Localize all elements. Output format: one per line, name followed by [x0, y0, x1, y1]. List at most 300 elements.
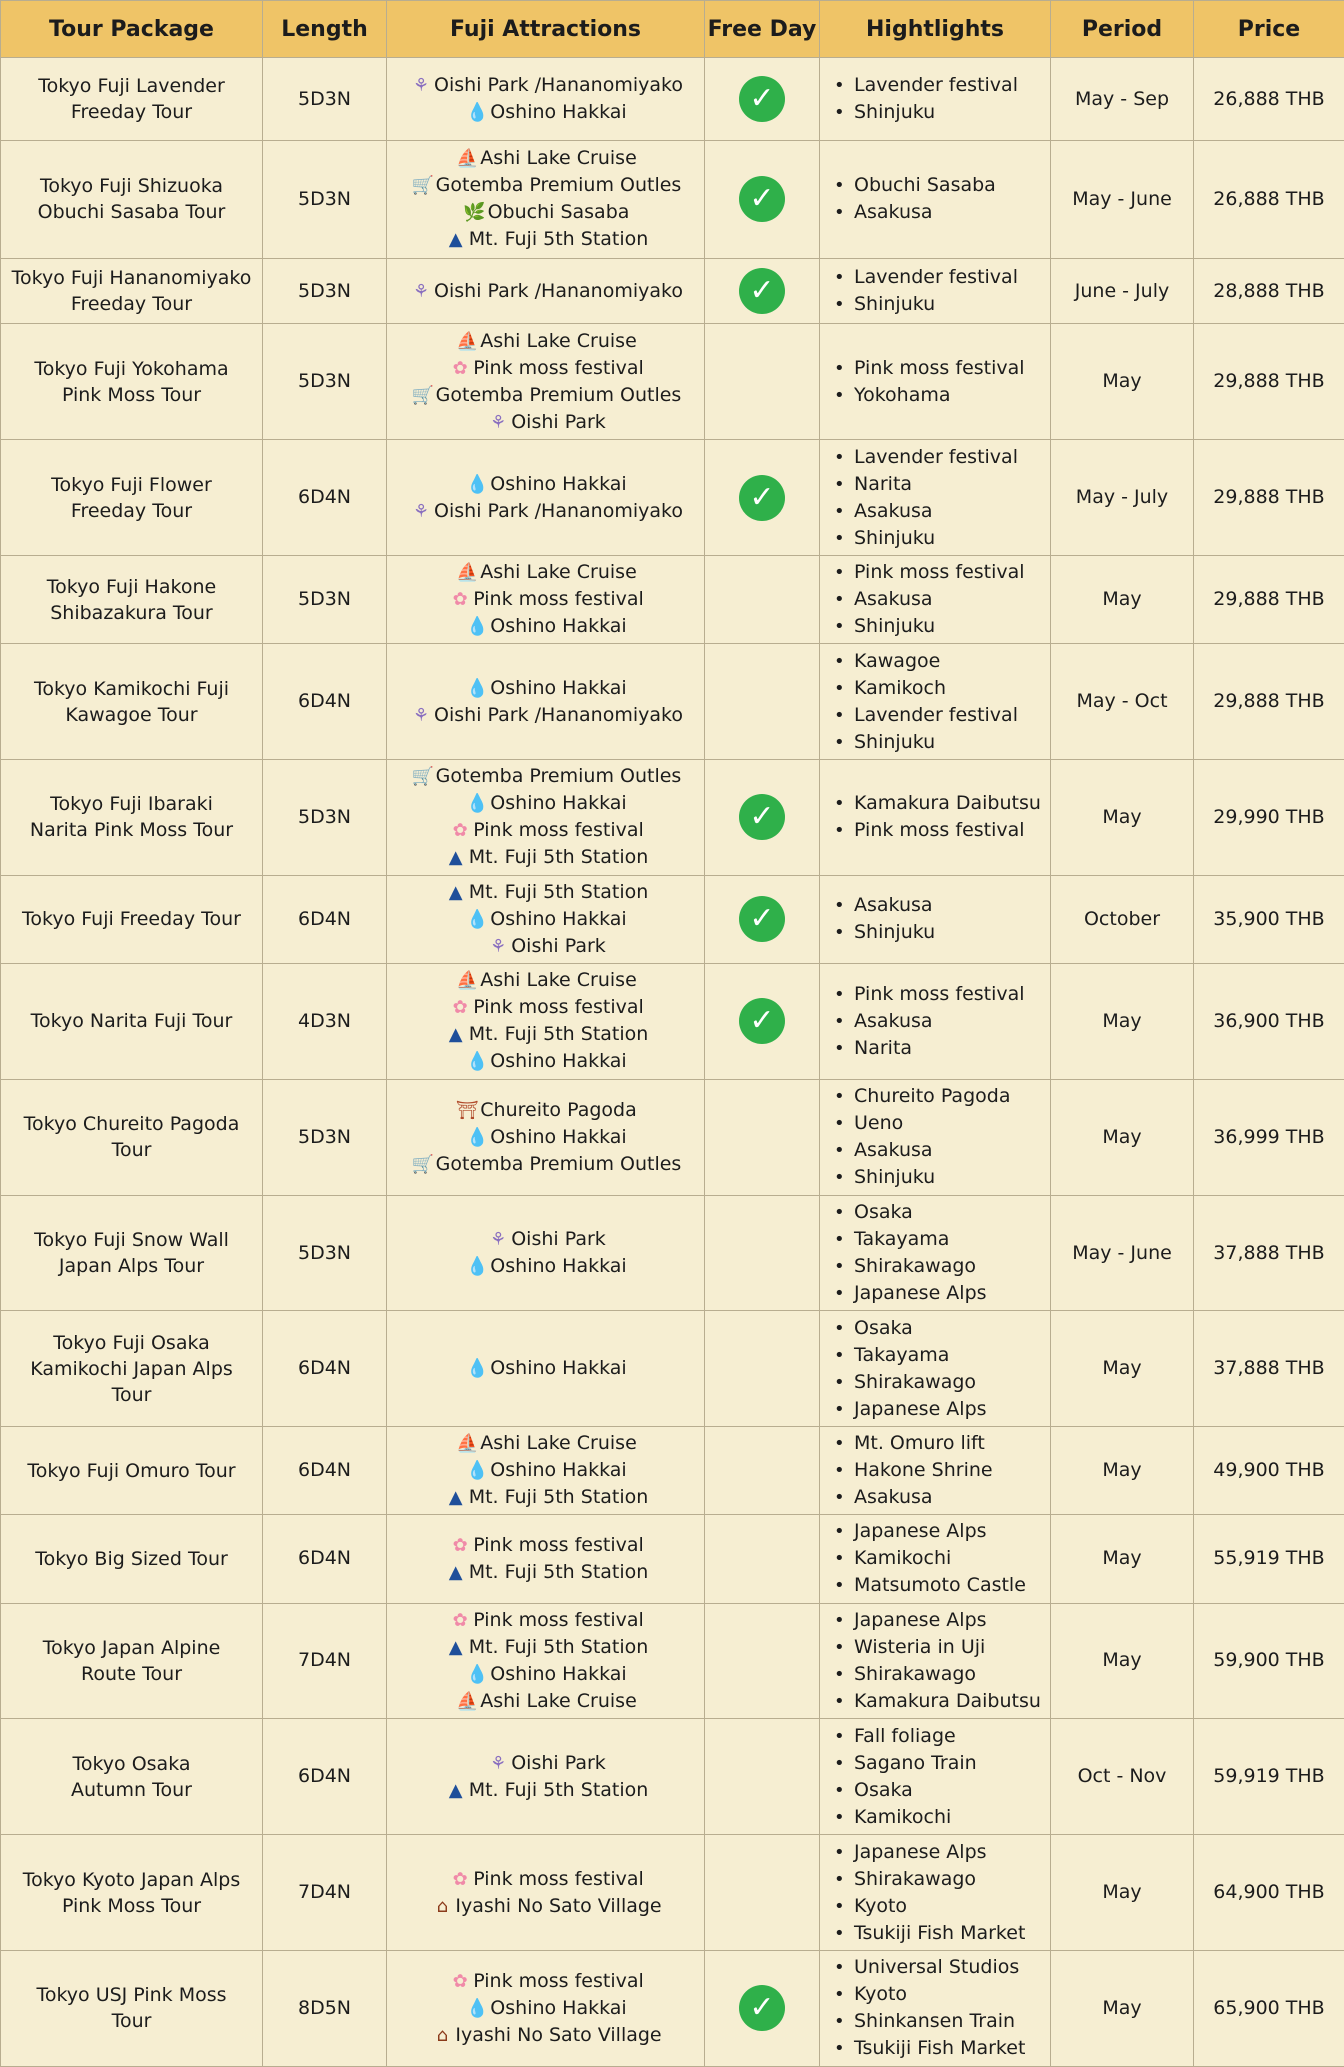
period-cell: May - Sep	[1051, 58, 1194, 141]
fuji-attractions-cell	[387, 1515, 705, 1603]
header-length: Length	[263, 1, 387, 58]
attraction-item	[391, 1355, 700, 1382]
mountain-icon: ▲	[448, 1024, 463, 1046]
tour-package-cell	[1, 141, 263, 259]
lavender-icon: ⚘	[490, 411, 507, 433]
attraction-item	[391, 226, 700, 253]
period-cell: May	[1051, 1515, 1194, 1603]
highlight-item: • Japanese Alps	[834, 1280, 1046, 1307]
period-cell: May	[1051, 1835, 1194, 1951]
highlights-list	[834, 1430, 1046, 1511]
attraction-label: Iyashi No Sato Village	[455, 1894, 662, 1917]
attraction-label: Pink moss festival	[473, 356, 644, 379]
attraction-item	[391, 933, 700, 960]
check-icon: ✓	[739, 76, 785, 122]
attraction-item	[391, 471, 700, 498]
length-cell: 6D4N	[263, 1719, 387, 1835]
price-cell: 36,999 THB	[1194, 1079, 1344, 1195]
highlight-item: • Sagano Train	[834, 1750, 1046, 1777]
price-cell: 65,900 THB	[1194, 1950, 1344, 2066]
attraction-item	[391, 1777, 700, 1804]
free-day-cell	[705, 760, 820, 876]
tour-package-cell	[1, 1079, 263, 1195]
attraction-item	[391, 99, 700, 126]
attraction-item	[391, 498, 700, 525]
period-cell: May - June	[1051, 141, 1194, 259]
table-row	[1, 1195, 1344, 1311]
attraction-item	[391, 382, 700, 409]
tour-package-name-line: Tokyo Fuji Flower	[51, 473, 212, 496]
length-cell: 7D4N	[263, 1603, 387, 1719]
shopping-cart-icon: 🛒	[411, 384, 434, 406]
free-day-cell	[705, 556, 820, 644]
price-cell: 26,888 THB	[1194, 58, 1344, 141]
highlights-list	[834, 648, 1046, 756]
period-cell: May	[1051, 324, 1194, 440]
highlight-item: • Shinjuku	[834, 729, 1046, 756]
free-day-cell	[705, 1515, 820, 1603]
check-icon: ✓	[739, 268, 785, 314]
highlights-list	[834, 444, 1046, 552]
boat-icon: ⛵	[456, 330, 479, 352]
length-cell: 6D4N	[263, 1311, 387, 1427]
table-row	[1, 1427, 1344, 1515]
highlights-cell	[820, 1079, 1051, 1195]
highlights-list	[834, 172, 1046, 226]
tour-package-cell	[1, 1835, 263, 1951]
attraction-item	[391, 409, 700, 436]
free-day-cell	[705, 1427, 820, 1515]
header-fuji-attractions: Fuji Attractions	[387, 1, 705, 58]
highlight-item: • Kamikochi	[834, 1545, 1046, 1572]
free-day-cell	[705, 644, 820, 760]
flower-icon: ✿	[452, 357, 468, 379]
water-drop-icon: 💧	[466, 1051, 489, 1073]
attraction-label: Ashi Lake Cruise	[480, 147, 637, 170]
attraction-label: Mt. Fuji 5th Station	[468, 1560, 649, 1583]
house-icon: ⌂	[436, 1895, 449, 1917]
attraction-item	[391, 1430, 700, 1457]
highlight-item: • Chureito Pagoda	[834, 1083, 1046, 1110]
highlight-item: • Ueno	[834, 1110, 1046, 1137]
attraction-item	[391, 967, 700, 994]
free-day-cell	[705, 1603, 820, 1719]
table-row	[1, 1311, 1344, 1427]
highlight-item: • Takayama	[834, 1342, 1046, 1369]
price-cell: 35,900 THB	[1194, 875, 1344, 963]
fuji-attractions-cell	[387, 875, 705, 963]
highlights-cell	[820, 1950, 1051, 2066]
water-drop-icon: 💧	[466, 616, 489, 638]
highlight-item: • Shirakawago	[834, 1661, 1046, 1688]
highlight-item: • Kamikochi	[834, 1804, 1046, 1831]
water-drop-icon: 💧	[466, 1997, 489, 2019]
flower-icon: ✿	[452, 1970, 468, 1992]
water-drop-icon: 💧	[466, 793, 489, 815]
attraction-item	[391, 1968, 700, 1995]
highlight-item: • Osaka	[834, 1315, 1046, 1342]
highlight-item: • Shinkansen Train	[834, 2008, 1046, 2035]
length-cell: 5D3N	[263, 324, 387, 440]
attraction-item	[391, 879, 700, 906]
free-day-cell	[705, 1195, 820, 1311]
length-cell: 6D4N	[263, 644, 387, 760]
price-cell: 59,900 THB	[1194, 1603, 1344, 1719]
attraction-label: Pink moss festival	[473, 1969, 644, 1992]
lavender-icon: ⚘	[490, 1229, 507, 1251]
attraction-label: Oishi Park /Hananomiyako	[434, 279, 683, 302]
tour-package-name-line: Pink Moss Tour	[61, 1894, 202, 1917]
highlight-item: • Hakone Shrine	[834, 1457, 1046, 1484]
attraction-item	[391, 1634, 700, 1661]
price-cell: 59,919 THB	[1194, 1719, 1344, 1835]
attraction-item	[391, 613, 700, 640]
fuji-attractions-cell	[387, 1427, 705, 1515]
header-free-day: Free Day	[705, 1, 820, 58]
length-cell: 5D3N	[263, 556, 387, 644]
period-cell: October	[1051, 875, 1194, 963]
length-cell: 5D3N	[263, 1079, 387, 1195]
lavender-icon: ⚘	[412, 500, 430, 522]
tour-package-name-line: Tokyo Japan Alpine	[42, 1636, 221, 1659]
highlights-list	[834, 264, 1046, 318]
attraction-item	[391, 199, 700, 226]
attraction-label: Oshino Hakkai	[490, 1996, 627, 2019]
highlight-item: • Pink moss festival	[834, 817, 1046, 844]
tour-package-cell	[1, 760, 263, 876]
attraction-label: Oshino Hakkai	[490, 907, 627, 930]
table-row	[1, 964, 1344, 1080]
attraction-label: Pink moss festival	[473, 1533, 644, 1556]
table-row	[1, 258, 1344, 324]
tour-package-cell	[1, 1950, 263, 2066]
highlight-item: • Takayama	[834, 1226, 1046, 1253]
highlight-item: • Lavender festival	[834, 264, 1046, 291]
highlight-item: • Matsumoto Castle	[834, 1572, 1046, 1599]
attraction-label: Pink moss festival	[473, 819, 644, 842]
period-cell: May	[1051, 556, 1194, 644]
attraction-label: Oishi Park	[511, 1751, 606, 1774]
flower-icon: ✿	[452, 997, 468, 1019]
attraction-item	[391, 1559, 700, 1586]
tour-package-cell	[1, 1195, 263, 1311]
highlight-item: • Tsukiji Fish Market	[834, 1920, 1046, 1947]
boat-icon: ⛵	[456, 148, 479, 170]
attraction-item	[391, 1893, 700, 1920]
check-icon: ✓	[739, 896, 785, 942]
header-highlights: Hightlights	[820, 1, 1051, 58]
attraction-item	[391, 559, 700, 586]
highlight-item: • Shirakawago	[834, 1369, 1046, 1396]
attraction-item	[391, 1124, 700, 1151]
highlight-item: • Pink moss festival	[834, 559, 1046, 586]
attraction-label: Pink moss festival	[473, 588, 644, 611]
length-cell: 5D3N	[263, 58, 387, 141]
highlight-item: • Kyoto	[834, 1981, 1046, 2008]
length-cell: 8D5N	[263, 1950, 387, 2066]
tour-package-name-line: Tour	[111, 1139, 152, 1162]
attraction-item	[391, 1151, 700, 1178]
attraction-label: Oshino Hakkai	[490, 1662, 627, 1685]
attraction-label: Chureito Pagoda	[480, 1098, 637, 1121]
attraction-item	[391, 1995, 700, 2022]
price-cell: 55,919 THB	[1194, 1515, 1344, 1603]
attraction-label: Gotemba Premium Outles	[435, 1152, 682, 1175]
lavender-icon: ⚘	[490, 1752, 507, 1774]
table-row	[1, 1515, 1344, 1603]
price-cell: 29,888 THB	[1194, 644, 1344, 760]
highlight-item: • Kamikoch	[834, 675, 1046, 702]
tour-package-name-line: Tokyo Chureito Pagoda	[23, 1113, 240, 1136]
length-cell: 6D4N	[263, 1515, 387, 1603]
tour-package-name-line: Tokyo Fuji Ibaraki	[50, 793, 213, 816]
tour-package-name-line: Narita Pink Moss Tour	[29, 819, 234, 842]
attraction-item	[391, 1097, 700, 1124]
highlights-cell	[820, 1719, 1051, 1835]
attraction-label: Oshino Hakkai	[490, 1255, 627, 1278]
highlight-item: • Obuchi Sasaba	[834, 172, 1046, 199]
highlights-cell	[820, 324, 1051, 440]
attraction-label: Ashi Lake Cruise	[480, 1689, 637, 1712]
highlight-item: • Asakusa	[834, 1484, 1046, 1511]
free-day-cell	[705, 964, 820, 1080]
highlight-item: • Osaka	[834, 1199, 1046, 1226]
fuji-attractions-cell	[387, 556, 705, 644]
tour-package-name-line: Tokyo Big Sized Tour	[35, 1547, 228, 1570]
highlight-item: • Lavender festival	[834, 72, 1046, 99]
highlight-item: • Asakusa	[834, 1137, 1046, 1164]
free-day-cell	[705, 440, 820, 556]
highlights-cell	[820, 258, 1051, 324]
price-cell: 64,900 THB	[1194, 1835, 1344, 1951]
highlight-item: • Shinjuku	[834, 613, 1046, 640]
attraction-item	[391, 355, 700, 382]
tour-package-cell	[1, 1603, 263, 1719]
tour-package-name-line: Obuchi Sasaba Tour	[37, 201, 226, 224]
length-cell: 6D4N	[263, 875, 387, 963]
highlight-item: • Shinjuku	[834, 1164, 1046, 1191]
highlights-list	[834, 355, 1046, 409]
flower-icon: ✿	[452, 1868, 468, 1890]
highlight-item: • Kamakura Daibutsu	[834, 1688, 1046, 1715]
highlights-cell	[820, 1427, 1051, 1515]
attraction-item	[391, 1253, 700, 1280]
highlights-cell	[820, 875, 1051, 963]
shopping-cart-icon: 🛒	[411, 175, 434, 197]
period-cell: May	[1051, 1950, 1194, 2066]
free-day-cell	[705, 141, 820, 259]
tour-package-name-line: Tokyo Fuji Omuro Tour	[27, 1459, 236, 1482]
flower-icon: ✿	[452, 1609, 468, 1631]
tour-package-name-line: Pink Moss Tour	[61, 383, 202, 406]
flower-icon: ✿	[452, 820, 468, 842]
table-row	[1, 1079, 1344, 1195]
attraction-item	[391, 1750, 700, 1777]
length-cell: 5D3N	[263, 1195, 387, 1311]
highlight-item: • Wisteria in Uji	[834, 1634, 1046, 1661]
fuji-attractions-cell	[387, 258, 705, 324]
header-row	[1, 1, 1344, 58]
free-day-cell	[705, 1719, 820, 1835]
fuji-attractions-cell	[387, 1835, 705, 1951]
highlight-item: • Narita	[834, 471, 1046, 498]
tour-package-cell	[1, 644, 263, 760]
price-cell: 29,990 THB	[1194, 760, 1344, 876]
highlight-item: • Asakusa	[834, 199, 1046, 226]
price-cell: 28,888 THB	[1194, 258, 1344, 324]
highlight-item: • Shinjuku	[834, 291, 1046, 318]
period-cell: Oct - Nov	[1051, 1719, 1194, 1835]
highlights-list	[834, 1954, 1046, 2062]
length-cell: 6D4N	[263, 1427, 387, 1515]
water-drop-icon: 💧	[466, 473, 489, 495]
table-row	[1, 440, 1344, 556]
tour-package-cell	[1, 1515, 263, 1603]
attraction-item	[391, 1688, 700, 1715]
tour-package-cell	[1, 258, 263, 324]
highlight-item: • Japanese Alps	[834, 1839, 1046, 1866]
highlight-item: • Japanese Alps	[834, 1607, 1046, 1634]
highlight-item: • Tsukiji Fish Market	[834, 2035, 1046, 2062]
tour-package-name-line: Kamikochi Japan Alps	[30, 1357, 233, 1380]
fuji-attractions-cell	[387, 1719, 705, 1835]
price-cell: 29,888 THB	[1194, 324, 1344, 440]
water-drop-icon: 💧	[466, 1663, 489, 1685]
highlight-item: • Mt. Omuro lift	[834, 1430, 1046, 1457]
check-icon: ✓	[739, 998, 785, 1044]
tour-package-cell	[1, 58, 263, 141]
water-drop-icon: 💧	[466, 102, 489, 123]
water-drop-icon: 💧	[466, 908, 489, 930]
highlight-item: • Kamakura Daibutsu	[834, 790, 1046, 817]
tour-package-name-line: Route Tour	[80, 1662, 183, 1685]
attraction-label: Oishi Park /Hananomiyako	[434, 499, 683, 522]
tour-package-name-line: Freeday Tour	[70, 101, 193, 123]
attraction-item	[391, 72, 700, 99]
lavender-icon: ⚘	[412, 704, 430, 726]
price-cell: 26,888 THB	[1194, 141, 1344, 259]
fuji-attractions-cell	[387, 1950, 705, 2066]
attraction-label: Mt. Fuji 5th Station	[468, 880, 649, 903]
attraction-item	[391, 790, 700, 817]
boat-icon: ⛵	[456, 1690, 479, 1712]
attraction-label: Mt. Fuji 5th Station	[468, 1023, 649, 1046]
highlights-cell	[820, 1311, 1051, 1427]
mountain-icon: ▲	[448, 1561, 463, 1583]
check-icon: ✓	[739, 794, 785, 840]
free-day-cell	[705, 1311, 820, 1427]
attraction-label: Oshino Hakkai	[490, 101, 627, 123]
attraction-item	[391, 1484, 700, 1511]
mountain-icon: ▲	[448, 1779, 463, 1801]
attraction-item	[391, 906, 700, 933]
attraction-label: Oshino Hakkai	[490, 615, 627, 638]
highlights-cell	[820, 1515, 1051, 1603]
period-cell: May	[1051, 1427, 1194, 1515]
free-day-cell	[705, 1835, 820, 1951]
tour-package-cell	[1, 324, 263, 440]
table-row	[1, 1719, 1344, 1835]
tour-package-cell	[1, 556, 263, 644]
table-row	[1, 324, 1344, 440]
highlights-list	[834, 1839, 1046, 1947]
attraction-item	[391, 278, 700, 305]
attraction-label: Oshino Hakkai	[490, 1050, 627, 1073]
attraction-label: Mt. Fuji 5th Station	[468, 846, 649, 869]
attraction-label: Gotemba Premium Outles	[435, 174, 682, 197]
highlight-item: • Asakusa	[834, 586, 1046, 613]
highlight-item: • Osaka	[834, 1777, 1046, 1804]
lavender-icon: ⚘	[490, 935, 507, 957]
highlights-cell	[820, 440, 1051, 556]
attraction-item	[391, 172, 700, 199]
highlight-item: • Shinjuku	[834, 99, 1046, 126]
tour-package-name-line: Tokyo Fuji Hakone	[46, 575, 217, 598]
tour-package-name-line: Japan Alps Tour	[58, 1255, 205, 1278]
tour-package-name-line: Tokyo USJ Pink Moss	[36, 1984, 227, 2007]
header-tour-package: Tour Package	[1, 1, 263, 58]
table-row	[1, 644, 1344, 760]
attraction-label: Oshino Hakkai	[490, 1125, 627, 1148]
tour-package-name-line: Freeday Tour	[70, 293, 193, 316]
highlights-list	[834, 1315, 1046, 1423]
length-cell: 4D3N	[263, 964, 387, 1080]
attraction-label: Mt. Fuji 5th Station	[468, 1635, 649, 1658]
attraction-label: Ashi Lake Cruise	[480, 969, 637, 992]
tour-package-cell	[1, 1719, 263, 1835]
attraction-item	[391, 328, 700, 355]
attraction-item	[391, 1532, 700, 1559]
highlights-list	[834, 790, 1046, 844]
attraction-label: Oishi Park	[511, 1228, 606, 1251]
pagoda-icon: ⛩	[455, 1099, 479, 1121]
highlights-cell	[820, 1603, 1051, 1719]
water-drop-icon: 💧	[466, 1126, 489, 1148]
table-row	[1, 1603, 1344, 1719]
mountain-icon: ▲	[448, 881, 463, 903]
attraction-item	[391, 1226, 700, 1253]
fuji-attractions-cell	[387, 1195, 705, 1311]
highlights-cell	[820, 1195, 1051, 1311]
highlight-item: • Lavender festival	[834, 702, 1046, 729]
boat-icon: ⛵	[456, 970, 479, 992]
period-cell: June - July	[1051, 258, 1194, 324]
highlights-cell	[820, 58, 1051, 141]
attraction-label: Oshino Hakkai	[490, 792, 627, 815]
highlight-item: • Shirakawago	[834, 1866, 1046, 1893]
fuji-attractions-cell	[387, 324, 705, 440]
water-drop-icon: 💧	[466, 1256, 489, 1278]
highlights-list	[834, 559, 1046, 640]
check-icon: ✓	[739, 1985, 785, 2031]
tour-package-cell	[1, 440, 263, 556]
attraction-item	[391, 763, 700, 790]
attraction-item	[391, 2022, 700, 2049]
attraction-item	[391, 1607, 700, 1634]
period-cell: May	[1051, 1603, 1194, 1719]
free-day-cell	[705, 1079, 820, 1195]
check-icon: ✓	[739, 475, 785, 521]
attraction-item	[391, 702, 700, 729]
mountain-icon: ▲	[448, 847, 463, 869]
highlights-cell	[820, 1835, 1051, 1951]
attraction-item	[391, 994, 700, 1021]
attraction-label: Mt. Fuji 5th Station	[468, 1486, 649, 1509]
attraction-label: Iyashi No Sato Village	[455, 2023, 662, 2046]
fuji-attractions-cell	[387, 964, 705, 1080]
attraction-item	[391, 1661, 700, 1688]
fuji-attractions-cell	[387, 1603, 705, 1719]
